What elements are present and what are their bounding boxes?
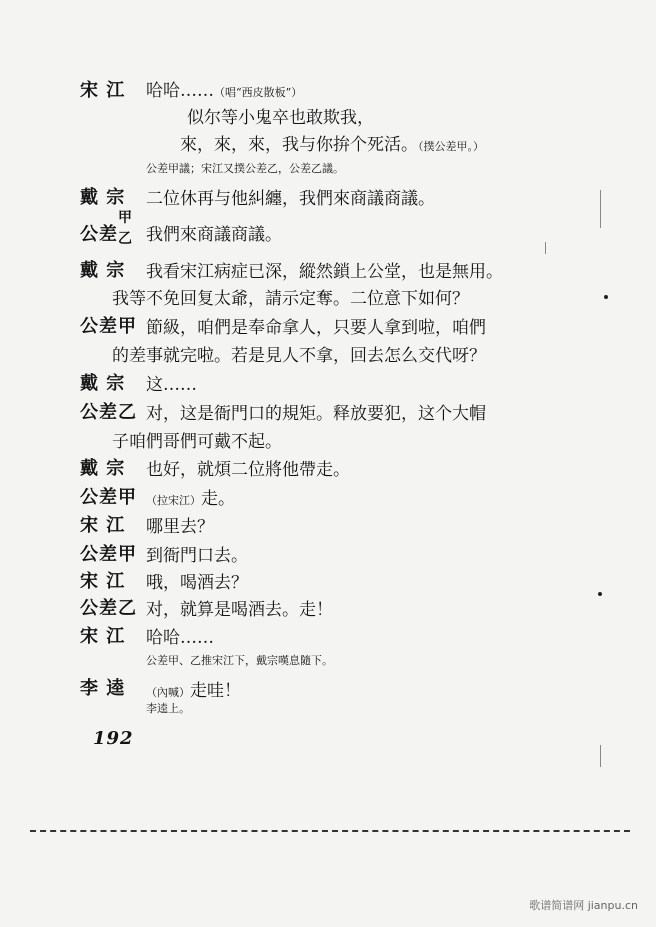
watermark: 歌谱简谱网 jianpu.cn — [529, 899, 638, 912]
dialogue-text: 節級，咱們是奉命拿人，只要人拿到啦，咱們 — [146, 318, 486, 338]
dialogue-text: 对，这是衙門口的規矩。释放要犯，这个大帽 — [146, 404, 486, 424]
dialogue-text: 我們來商議商議。 — [146, 225, 282, 245]
speaker-song-jiang: 宋 江 — [80, 80, 126, 101]
verse-line — [180, 130, 484, 155]
speaker-song-jiang: 宋 江 — [80, 571, 126, 592]
speaker-dai-zong: 戴 宗 — [80, 373, 126, 394]
dialogue-text: 也好，就煩二位將他帶走。 — [146, 460, 350, 480]
footer-rule — [30, 830, 630, 832]
print-speck — [598, 592, 602, 596]
dialogue-line: 走。 — [201, 489, 235, 509]
stage-note: （內喊） — [146, 686, 190, 699]
speaker-gongcha-jia: 公差甲 — [80, 316, 137, 337]
stage-note: （撲公差甲。） — [418, 140, 484, 153]
dialogue-text: 哦，喝酒去？ — [146, 573, 248, 593]
verse-text: 來，來，來，我与你拚个死活。 — [180, 135, 418, 155]
speaker-song-jiang: 宋 江 — [80, 626, 126, 647]
speaker-dai-zong: 戴 宗 — [80, 458, 126, 479]
scan-mark — [545, 242, 546, 254]
speaker-gongcha-jia: 公差甲 — [80, 487, 137, 508]
dialogue-continuation: 我等不免回复太爺，請示定奪。二位意下如何？ — [112, 289, 469, 309]
stage-note: （唱“西皮散板”） — [214, 86, 303, 99]
verse-line: 似尔等小鬼卒也敢欺我， — [187, 108, 374, 128]
stage-direction: 公差甲議；宋江又撲公差乙，公差乙議。 — [146, 162, 344, 175]
dialogue-text — [146, 676, 241, 701]
dialogue-text: 我看宋江病症已深，縱然鎖上公堂，也是無用。 — [146, 262, 503, 282]
dialogue-continuation: 子咱們哥們可戴不起。 — [112, 432, 282, 452]
speaker-dai-zong: 戴 宗 — [80, 187, 126, 208]
scan-mark — [600, 745, 601, 767]
dialogue-line: 哈哈…… — [146, 81, 214, 101]
speaker-li-kui: 李 逵 — [80, 678, 126, 699]
page-number: 192 — [93, 728, 134, 749]
speaker-gongcha-both — [80, 210, 133, 247]
speaker-prefix: 公差 — [80, 224, 118, 245]
speaker-gongcha-yi: 公差乙 — [80, 402, 137, 423]
speaker-top: 甲 — [118, 210, 133, 226]
dialogue-text: 二位休再与他糾纏，我們來商議商議。 — [146, 189, 435, 209]
speaker-dai-zong: 戴 宗 — [80, 260, 126, 281]
dialogue-text: 哈哈…… — [146, 628, 214, 648]
dialogue-continuation: 的差事就完啦。若是見人不拿，回去怎么交代呀？ — [112, 346, 486, 366]
dialogue-text — [146, 484, 235, 509]
dialogue-text: 这…… — [146, 375, 197, 395]
stage-direction: 李逵上。 — [146, 702, 190, 715]
speaker-gongcha-jia: 公差甲 — [80, 544, 137, 565]
stage-direction: 公差甲、乙推宋江下，戴宗嘆息隨下。 — [146, 654, 333, 667]
speaker-bottom: 乙 — [118, 231, 133, 247]
dialogue-text: 哪里去？ — [146, 517, 214, 537]
print-speck — [604, 295, 608, 299]
scan-mark — [600, 190, 601, 228]
dialogue-text: 对，就算是喝酒去。走！ — [146, 600, 333, 620]
stage-note: （拉宋江） — [146, 494, 201, 507]
dialogue-text — [146, 76, 302, 101]
dialogue-line: 走哇！ — [190, 681, 241, 701]
dialogue-text: 到衙門口去。 — [146, 546, 248, 566]
speaker-song-jiang: 宋 江 — [80, 515, 126, 536]
speaker-gongcha-yi: 公差乙 — [80, 598, 137, 619]
